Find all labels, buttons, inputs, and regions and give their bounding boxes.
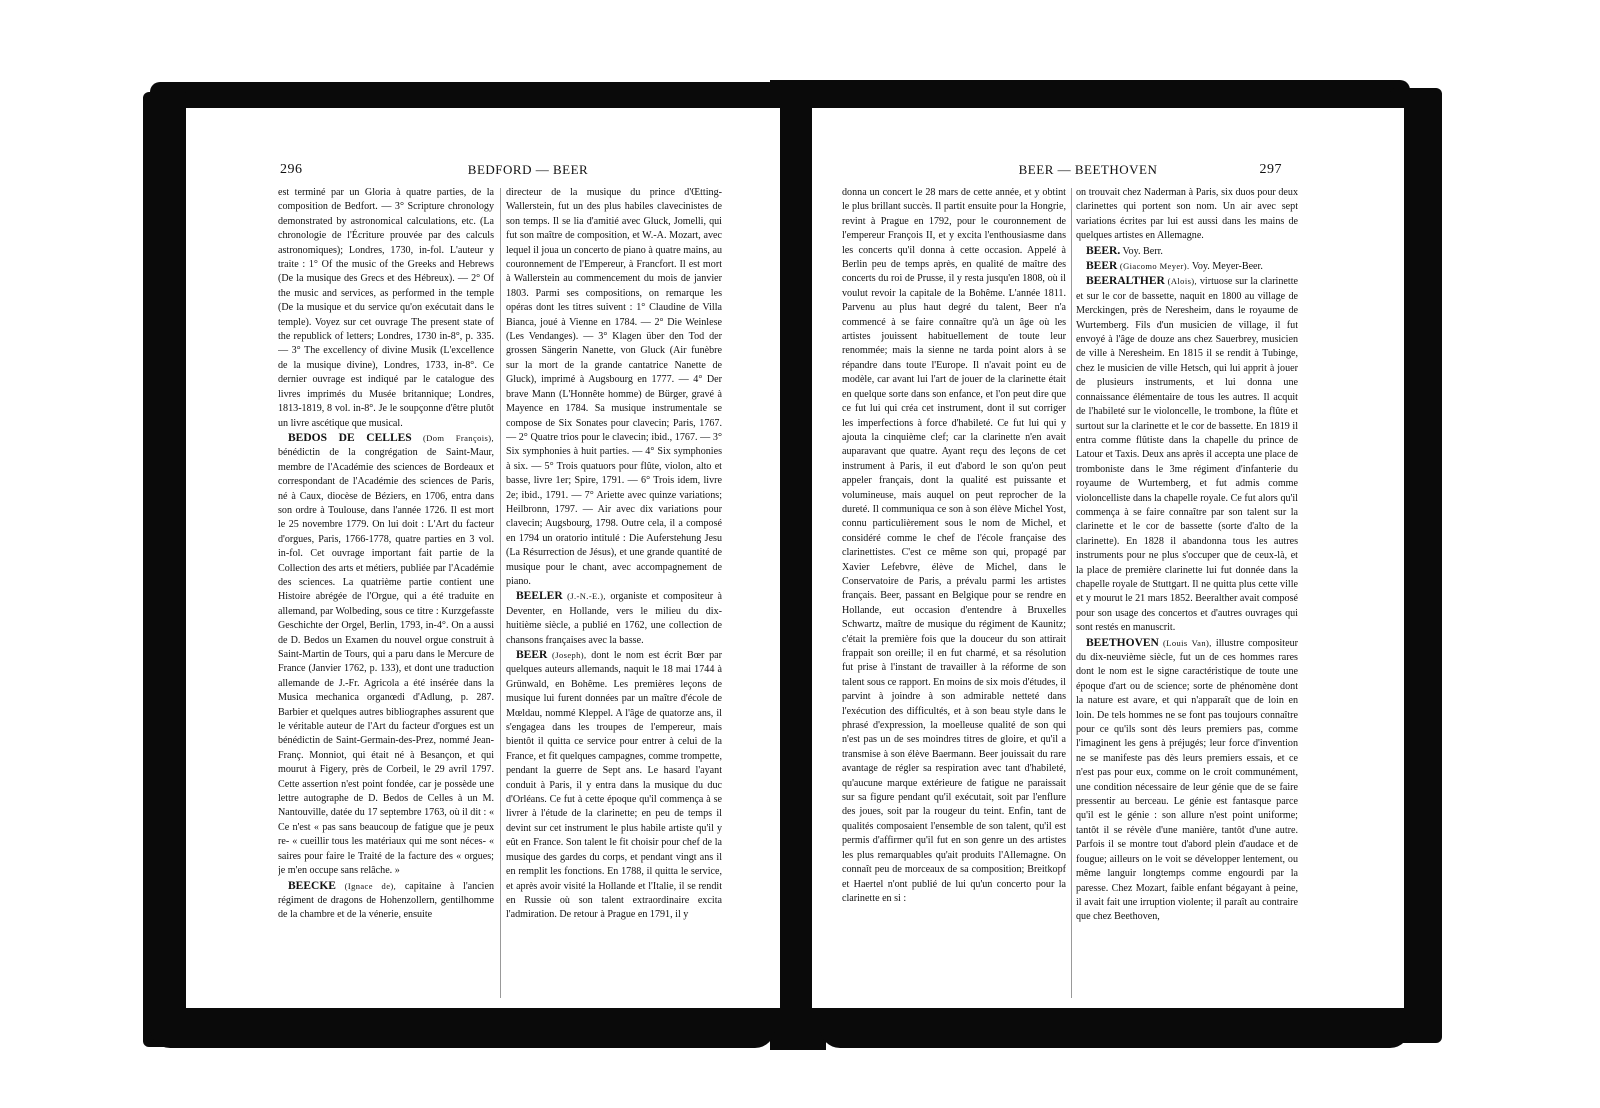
entry-text: Voy. Berr. (1122, 245, 1163, 257)
entry-continuation (278, 186, 494, 431)
entry-headword: BEER (1086, 260, 1118, 273)
page-header (186, 162, 780, 178)
page-number: 296 (280, 162, 303, 177)
text-column-2 (506, 186, 722, 998)
entry-text: capitaine à l'ancien régiment de dragons de Hohenzollern, gentilhomme de la chambre et de la vénerie, ensuite (278, 880, 494, 921)
right-page (812, 108, 1404, 1008)
dictionary-entry (506, 648, 722, 923)
scan-edge (143, 92, 189, 1047)
dictionary-entry (506, 589, 722, 648)
entry-text: dont le nom est écrit Bœr par quelques auteurs allemands, naquit le 18 mai 1744 à Grünwald, en Bohême. Les premières leçons de musique lui furent données par un maître d'école de Mœldau, nommé Kleppel. A l'âge de quatorze ans, il s'engagea dans les troupes de l'empereur, mais bientôt il quitta ce service pour entrer à celui de la France, et fit quelques campagnes, comme trompette, pendant la guerre de Sept ans. Le hasard l'ayant conduit à Paris, il y entra dans la musique du duc d'Orléans. Ce fut à cette époque qu'il commença à se livrer à l'étude de la clarinette; en peu de temps il devint sur cet instrument le plus habile artiste qu'il y eût en France. Son talent le fit choisir pour chef de la musique des gardes du corps, et pendant vingt ans il en remplit les fonctions. En 1788, il quitta le service, et après avoir visité la Hollande et l'Italie, il se rendit en Russie où son talent extraordinaire excita l'admiration. De retour à Prague en 1791, il y (506, 650, 722, 921)
text-column-2 (1076, 186, 1298, 998)
dictionary-entry (1076, 259, 1298, 274)
column-divider (1071, 188, 1072, 998)
dictionary-entry (1076, 274, 1298, 635)
entry-headword: BEETHOVEN (1086, 636, 1159, 649)
entry-continuation (506, 186, 722, 589)
entry-headword: BEER. (1086, 244, 1121, 257)
entry-text: on trouvait chez Naderman à Paris, six duos pour deux clarinettes qui portent son nom. Un air avec sept variations écrites par lui est aussi dans les mains de quelques artistes en Allemagne. (1076, 187, 1298, 242)
entry-forename: (Louis Van), (1163, 637, 1212, 648)
entry-text: Voy. Meyer-Beer. (1191, 261, 1263, 273)
dictionary-entry (278, 431, 494, 879)
entry-forename: (Ignace de), (344, 880, 397, 891)
entry-forename: (Alois), (1167, 276, 1198, 287)
dictionary-entry (1076, 636, 1298, 925)
page-header (812, 162, 1404, 178)
text-column-1 (842, 186, 1066, 998)
page-number: 297 (1259, 162, 1282, 177)
entry-forename: (Giacomo Meyer). (1119, 261, 1190, 272)
entry-headword: BEDOS DE CELLES (288, 431, 412, 444)
entry-forename: (Dom François), (423, 432, 494, 443)
entry-forename: (J.-N.-E.), (567, 591, 606, 602)
text-column-1 (278, 186, 494, 998)
entry-text: organiste et compositeur à Deventer, en Hollande, vers le milieu du dix-huitième siècle, a publié en 1762, une collection de chansons françaises avec la basse. (506, 591, 722, 646)
left-page (186, 108, 780, 1008)
entry-continuation (842, 186, 1066, 906)
running-title: BEER — BEETHOVEN (1018, 162, 1158, 177)
entry-headword: BEECKE (288, 879, 336, 892)
entry-text: directeur de la musique du prince d'Œtting-Wallerstein, fut un des plus habiles clavecinistes de son temps. Il se lia d'amitié avec Gluck, Jomelli, qui fut son maître de composition, et W.-A. Mozart, avec lequel il joua un concerto de piano à quatre mains, au couronnement de l'Empereur, à Francfort. Il est mort à Wallerstein au commencement du mois de janvier 1803. Parmi ses compositions, on remarque les opéras dont les titres suivent : 1° Claudine de Villa Bianca, joué à Vienne en 1784. — 2° Die Weinlese (Les Vendanges). — 3° Klagen über den Tod der grossen Sängerin Nanette, von Gluck (Air funèbre sur la mort de la grande cantatrice Nanette de Gluck), imprimé à Augsbourg en 1777. — 4° Der brave Mann (L'Honnête homme) de Bürger, gravé à Mayence en 1784. Sa musique instrumentale se compose de Six Sonates pour clavecin; Paris, 1767. — 2° Quatre trios pour le clavecin; ibid., 1767. — 3° Six symphonies à huit parties. — 4° Six symphonies à six. — 5° Trois quatuors pour flûte, violon, alto et basse, livre 1er; Spire, 1791. — 6° Trois idem, livre 2e; ibid., 1791. — 7° Ariette avec quinze variations; Heilbronn, 1797. — Air avec dix variations pour clavecin; Augsbourg, 1798. Outre cela, il a composé en 1794 un oratorio intitulé : Die Auferstehung Jesu (La Résurrection de Jésus), et une grande quantité de musique pour le chant, avec accompagnement de piano. (506, 187, 722, 587)
entry-forename: (Joseph), (552, 650, 587, 660)
dictionary-entry (278, 879, 494, 923)
entry-text: bénédictin de la congrégation de Saint-Maur, membre de l'Académie des sciences de Bordeaux et correspondant de l'Académie des sciences de Paris, né à Caux, diocèse de Béziers, en 1706, entra dans son ordre à Toulouse, dans l'année 1726. Il est mort le 25 novembre 1779. On lui doit : L'Art du facteur d'orgues, Paris, 1766-1778, quatre parties en 3 vol. in-fol. Cet ouvrage important fait partie de la Collection des arts et métiers, publiée par l'Académie des sciences. La quatrième partie contient une Histoire abrégée de l'Orgue, qui a été traduite en allemand, par Wolbeding, sous ce titre : Kurzgefasste Geschichte der Orgel, Berlin, 1793, in-4°. On a aussi de D. Bedos un Examen du nouvel orgue construit à Saint-Martin de Tours, qui a paru dans le Mercure de France (Janvier 1762, p. 133), et dont une traduction allemande de J.-Fr. Agricola a été insérée dans la Musica mechanica organœdi d'Adlung, p. 287. Barbier et quelques autres bibliographes assurent que le véritable auteur de l'Art du facteur d'orgues est un bénédictin de Saint-Germain-des-Prez, nommé Jean-Franç. Monniot, qui était né à Besançon, et qui mourut à Figery, près de Corbeil, le 29 avril 1797. Cette assertion n'est point fondée, car je possède une lettre autographe de D. Bedos de Celles à un M. Nantouville, datée du 17 septembre 1763, où il dit : « Ce n'est « pas sans beaucoup de fatigue que je peux re- « cueillir tous les matériaux qui me sont néces- « saires pour faire le Traité de la facture des « orgues; je m'en occupe sans relâche. » (278, 447, 494, 877)
entry-headword: BEERALTHER (1086, 275, 1165, 288)
entry-text: est terminé par un Gloria à quatre parties, de la composition de Bedfort. — 3° Scripture chronology demonstrated by astronomical calculations, etc. (La chronologie de l'Écriture prouvée par des calculs astronomiques); Londres, 1730, in-fol. L'auteur y traite : 1° Of the music of the Greeks and Hebrews (De la musique des Grecs et des Hébreux). — 2° Of the music and services, as performed in the temple (De la musique et du service qu'on exécutait dans le temple). Voyez sur cet ouvrage The present state of the republick of letters; Londres, 1730 in-8°, p. 335. — 3° The excellency of divine Musik (L'excellence de la musique divine), Londres, 1733, in-8°. Ce dernier ouvrage est indiqué par le catalogue des livres imprimés du Musée britannique; Londres, 1813-1819, 8 vol. in-8°. Je le soupçonne d'être plutôt un livre ascétique que musical. (278, 187, 494, 429)
entry-headword: BEER (516, 649, 548, 661)
entry-headword: BEELER (516, 590, 563, 603)
entry-continuation (1076, 186, 1298, 244)
column-divider (500, 188, 501, 998)
entry-text: virtuose sur la clarinette et sur le cor de bassette, naquit en 1800 au village de Merckingen, près de Neresheim, dans le royaume de Wurtemberg. Fils d'un musicien de village, il fut envoyé à l'âge de douze ans chez Sauerbrey, musicien de ville à Neresheim. En 1815 il se rendit à Tubinge, chez le musicien de ville Hetsch, qui lui apprit à jouer de plusieurs instruments, et lui donna une connaissance élémentaire de tous les autres. Il acquit de l'habileté sur le violoncelle, le trombone, la flûte et surtout sur la clarinette et le cor de bassette. En 1819 il entra comme flûtiste dans la chapelle du prince de Latour et Taxis. Deux ans après il accepta une place de tromboniste dans le 3me régiment d'infanterie du royaume de Wurtemberg, et fut admis comme violoncelliste dans la chapelle royale. Ce fut alors qu'il commença à se faire connaître par son talent sur la clarinette et le cor de bassette (sorte d'alto de la clarinette). En 1828 il abandonna tous les autres instruments pour ne plus s'occuper que de ceux-là, et la place de première clarinette lui fut donnée dans la chapelle royale de Stuttgart. Il ne quitta plus cette ville et y mourut le 21 mars 1852. Beeralther avait composé pour son usage des concertos et d'autres ouvrages qui sont restés en manuscrit. (1076, 276, 1298, 634)
entry-text: donna un concert le 28 mars de cette année, et y obtint le plus brillant succès. Il partit ensuite pour la Hongrie, revint à Prague en 1792, pour le couronnement de l'empereur François II, et y excita l'enthousiasme dans les concerts qu'il donna à cette occasion. Appelé à Berlin peu de temps après, en qualité de maître des concerts du roi de Prusse, il y resta jusqu'en 1808, où il voulut revoir la capitale de la Bohême. L'année 1811. Parvenu au plus haut degré du talent, Beer n'a commencé à se faire connaître qu'à un âge où les artistes jouissent habituellement de toute leur renommée; mais la sienne ne tarda point alors à se répandre dans toute l'Europe. Il n'avait point eu de modèle, car avant lui l'art de jouer de la clarinette était en quelque sorte dans son enfance, et l'on peut dire que ce fut lui qui créa cet instrument, dont il sut corriger les imperfections à force d'habileté. Ce fut lui qui y ajouta la cinquième clef; car la clarinette n'en avait auparavant que quatre. Ayant reçu des leçons de cet instrument à Paris, il eut d'abord le son qu'on peut appeler français, dont la qualité est puissante et volumineuse, mais auquel on peut reprocher de la dureté. Il communiqua ce son à son élève Michel Yost, connu particulièrement sous le nom de Michel, et considéré comme le chef de l'école française des clarinettistes. C'est ce même son qui, propagé par Xavier Lefebvre, élève de Michel, dans le Conservatoire de Paris, a prévalu parmi les artistes français. Beer, passant en Belgique pour se rendre en Hollande, eut occasion d'entendre à Bruxelles Schwartz, maître de musique du régiment de Kaunitz; c'était la première fois que la douceur du son attirait frappait son oreille; il en fut charmé, et sa résolution fut prise à l'instant de travailler à la réforme de son talent sous ce rapport. En moins de six mois d'études, il parvint à joindre à son admirable netteté dans l'exécution des difficultés, et à son beau style dans le phrasé d'expression, la moelleuse qualité de son qui n'est pas un de ses moindres titres de gloire, et qu'il a transmise à son élève Baermann. Beer jouissait du rare avantage de régler sa respiration avec tant d'habileté, qu'aucune marque extérieure de fatigue ne paraissait sur sa figure pendant qu'il exécutait, soit par l'enflure des joues, soit par la rougeur du teint. Enfin, tant de qualités composaient l'ensemble de son talent, qu'il est permis d'affirmer qu'il fut en son genre un des artistes les plus remarquables qu'ait produits l'Allemagne. On connaît peu de morceaux de sa composition; Breitkopf et Haertel n'ont publié de lui qu'un concerto pour la clarinette en si : (842, 187, 1066, 904)
entry-text: illustre compositeur du dix-neuvième siècle, fut un de ces hommes rares dont le nom est le signe caractéristique de toute une époque d'art ou de science; sorte de phénomène dont la nature est avare, et qui n'apparaît que de loin en loin. De tels hommes ne se font pas toujours connaître pour ce qu'ils sont dès leurs premiers pas, comme l'imaginent les gens à préjugés; leur force d'invention ne se manifeste pas dès leurs premiers essais, et ce n'est pas pour eux, comme on le croit communément, une condition nécessaire de leur génie que de se faire pressentir au berceau. Le génie est fantasque parce qu'il est le génie : son allure n'est point uniforme; tantôt il se révèle d'une manière, tantôt d'une autre. Parfois il se montre tout d'abord plein d'audace et de fougue; ailleurs on le voit se développer lentement, ou même languir longtemps comme engourdi par la paresse. Chez Mozart, faible enfant bégayant à peine, il avait fait une irruption violente; il paraît au contraire que chez Beethoven, (1076, 637, 1298, 923)
dictionary-entry (1076, 244, 1298, 259)
running-title: BEDFORD — BEER (467, 162, 589, 177)
